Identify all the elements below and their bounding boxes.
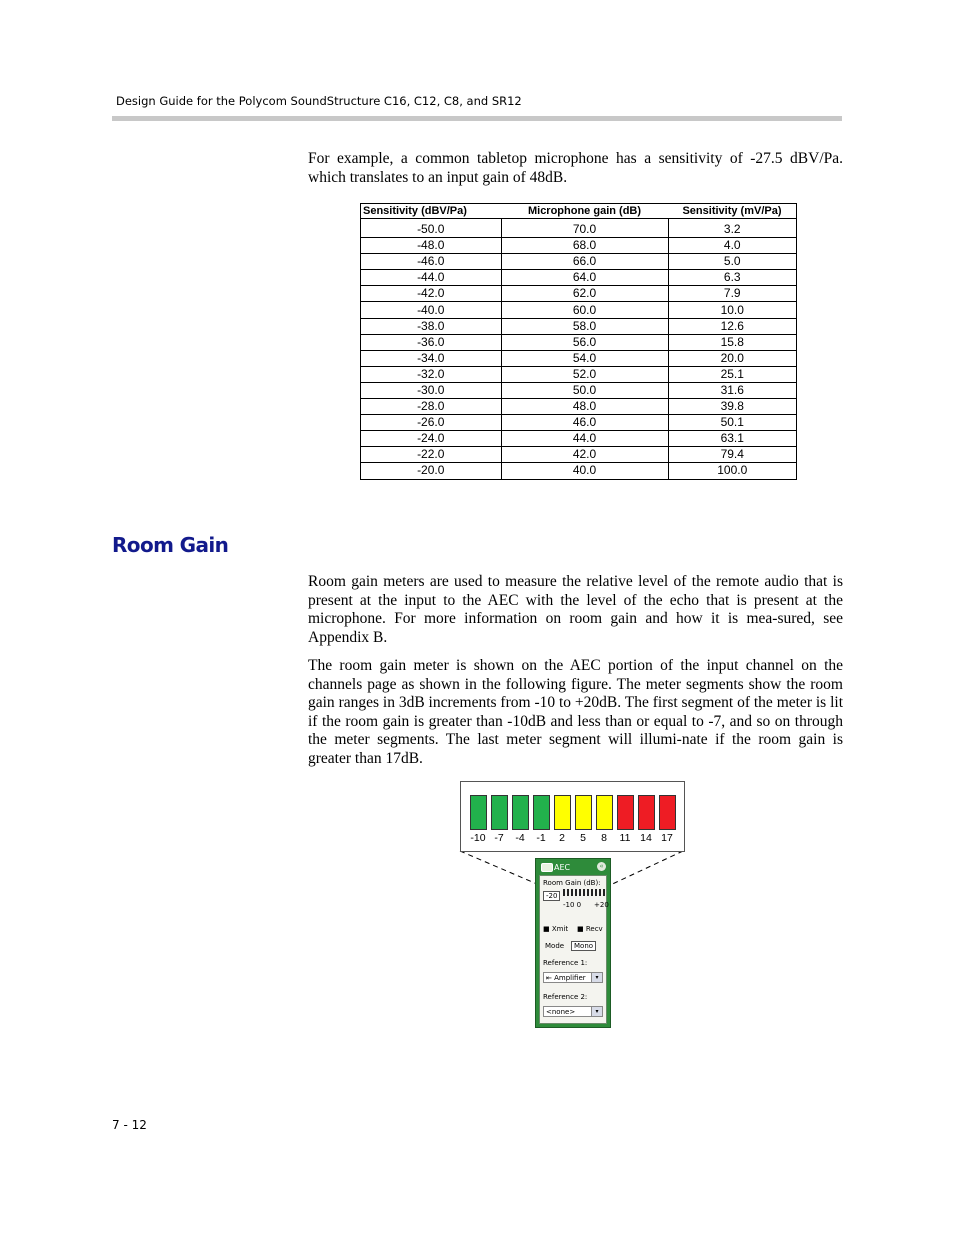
table-cell: 64.0 <box>501 270 668 286</box>
table-cell: 25.1 <box>668 366 797 382</box>
reference2-select[interactable] <box>543 1006 603 1017</box>
table-cell: 39.8 <box>668 399 797 415</box>
page-number: 7 - 12 <box>112 1118 147 1132</box>
running-header: Design Guide for the Polycom SoundStructure C16, C12, C8, and SR12 <box>116 94 522 108</box>
meter-segment-label: -1 <box>536 832 546 844</box>
chevron-down-icon[interactable]: ▾ <box>591 973 602 982</box>
meter-segment-label: 14 <box>640 832 652 844</box>
xmit-label: Xmit <box>551 925 569 933</box>
meter-segment <box>575 795 592 830</box>
table-cell: -30.0 <box>361 382 502 398</box>
callout-line-right <box>606 851 683 887</box>
table-cell: -50.0 <box>361 222 502 238</box>
aec-panel-title: AEC <box>554 863 571 872</box>
table-cell: -26.0 <box>361 415 502 431</box>
mini-meter-bar <box>599 889 601 896</box>
meter-segment <box>512 795 529 830</box>
table-cell: 79.4 <box>668 447 797 463</box>
room-gain-meter-zoom <box>460 781 685 852</box>
section-heading: Room Gain <box>112 533 229 557</box>
meter-segment-label: 8 <box>601 832 607 844</box>
table-cell: -46.0 <box>361 254 502 270</box>
meter-segment-label: -10 <box>470 832 486 844</box>
meter-segment-label: 17 <box>661 832 673 844</box>
meter-segment-label: 11 <box>619 832 631 844</box>
mini-meter-bar <box>571 889 573 896</box>
mini-meter-bar <box>591 889 593 896</box>
table-cell: 48.0 <box>501 399 668 415</box>
meter-segment <box>491 795 508 830</box>
table-cell: 50.0 <box>501 382 668 398</box>
room-gain-scale-left: -10 0 <box>563 901 582 909</box>
meter-segment <box>554 795 571 830</box>
room-gain-value: -20 <box>543 891 560 901</box>
table-cell: -32.0 <box>361 366 502 382</box>
meter-segment <box>470 795 487 830</box>
mini-meter-bar <box>587 889 589 896</box>
mini-meter-bar <box>603 889 605 896</box>
table-cell: -40.0 <box>361 302 502 318</box>
table-cell: 40.0 <box>501 463 668 479</box>
table-cell: 66.0 <box>501 254 668 270</box>
table-cell: -24.0 <box>361 431 502 447</box>
callout-line-left <box>460 851 537 884</box>
mini-meter-bar <box>567 889 569 896</box>
table-cell: 4.0 <box>668 238 797 254</box>
table-cell: 62.0 <box>501 286 668 302</box>
column-header: Sensitivity (mV/Pa) <box>668 204 797 219</box>
table-cell: 44.0 <box>501 431 668 447</box>
table-cell: 3.2 <box>668 222 797 238</box>
meter-segment-label: 2 <box>559 832 565 844</box>
meter-segment <box>617 795 634 830</box>
reference1-value: ⇤ Amplifier <box>546 974 586 982</box>
room-gain-paragraph-1: Room gain meters are used to measure the relative level of the remote audio that is present at the input to the AEC with the level of the echo that is present at the microphone. For more information on room gain and how it is mea-sured, see Appendix B. <box>308 573 843 646</box>
xmit-indicator: ■ Xmit <box>543 925 569 933</box>
table-cell: 63.1 <box>668 431 797 447</box>
reference1-label: Reference 1: <box>543 959 588 967</box>
table-cell: 5.0 <box>668 254 797 270</box>
table-cell: 46.0 <box>501 415 668 431</box>
table-cell: -28.0 <box>361 399 502 415</box>
table-cell: 31.6 <box>668 382 797 398</box>
table-cell: 6.3 <box>668 270 797 286</box>
table-cell: -34.0 <box>361 350 502 366</box>
meter-segment-label: -4 <box>515 832 525 844</box>
table-cell: -38.0 <box>361 318 502 334</box>
table-cell: 56.0 <box>501 334 668 350</box>
table-cell: 10.0 <box>668 302 797 318</box>
meter-segment <box>596 795 613 830</box>
table-cell: -20.0 <box>361 463 502 479</box>
recv-indicator: ■ Recv <box>577 925 603 933</box>
meter-segment <box>638 795 655 830</box>
table-cell: 15.8 <box>668 334 797 350</box>
mode-button[interactable]: Mono <box>571 941 596 951</box>
table-cell: 20.0 <box>668 350 797 366</box>
table-cell: -22.0 <box>361 447 502 463</box>
mini-meter-bar <box>583 889 585 896</box>
recv-label: Recv <box>585 925 603 933</box>
column-header: Microphone gain (dB) <box>501 204 668 219</box>
reference1-value-text: Amplifier <box>554 974 586 982</box>
table-cell: 52.0 <box>501 366 668 382</box>
reference2-value: <none> <box>546 1008 576 1016</box>
table-cell: 12.6 <box>668 318 797 334</box>
meter-segment-label: 5 <box>580 832 586 844</box>
table-cell: 50.1 <box>668 415 797 431</box>
table-cell: 68.0 <box>501 238 668 254</box>
column-header: Sensitivity (dBV/Pa) <box>361 204 502 219</box>
aec-panel-icon <box>541 863 553 872</box>
mini-meter-bar <box>595 889 597 896</box>
room-gain-label: Room Gain (dB): <box>543 879 601 887</box>
table-cell: 70.0 <box>501 222 668 238</box>
collapse-icon[interactable]: « <box>597 862 606 871</box>
table-cell: -36.0 <box>361 334 502 350</box>
meter-segment <box>659 795 676 830</box>
aec-panel <box>535 858 611 1028</box>
mini-meter-bar <box>579 889 581 896</box>
chevron-down-icon[interactable]: ▾ <box>591 1007 602 1016</box>
table-cell: -48.0 <box>361 238 502 254</box>
intro-paragraph: For example, a common tabletop microphone has a sensitivity of -27.5 dBV/Pa. which translates to an input gain of 48dB. <box>308 150 843 186</box>
table-cell: 60.0 <box>501 302 668 318</box>
meter-segment-label: -7 <box>494 832 504 844</box>
mini-meter-bar <box>575 889 577 896</box>
reference1-select[interactable] <box>543 972 603 983</box>
table-cell: -44.0 <box>361 270 502 286</box>
table-cell: 100.0 <box>717 463 748 478</box>
mode-label: Mode <box>545 942 565 950</box>
meter-segment <box>533 795 550 830</box>
table-cell: 42.0 <box>501 447 668 463</box>
reference2-label: Reference 2: <box>543 993 588 1001</box>
room-gain-paragraph-2: The room gain meter is shown on the AEC portion of the input channel on the channels page as shown in the following figure. The meter segments show the room gain ranges in 3dB increments from -10 to +20dB. The first segment of the meter is lit if the room gain is greater than -10dB and less than or equal to -7, and so on through the meter segments. The last meter segment will illumi-nate if the room gain is greater than 17dB. <box>308 657 843 767</box>
table-cell: 54.0 <box>501 350 668 366</box>
aec-panel-body <box>539 875 607 1024</box>
table-cell: 58.0 <box>501 318 668 334</box>
table-cell: -42.0 <box>361 286 502 302</box>
table-cell: 7.9 <box>668 286 797 302</box>
mini-meter-bar <box>563 889 565 896</box>
room-gain-scale-right: +20 <box>594 901 609 909</box>
